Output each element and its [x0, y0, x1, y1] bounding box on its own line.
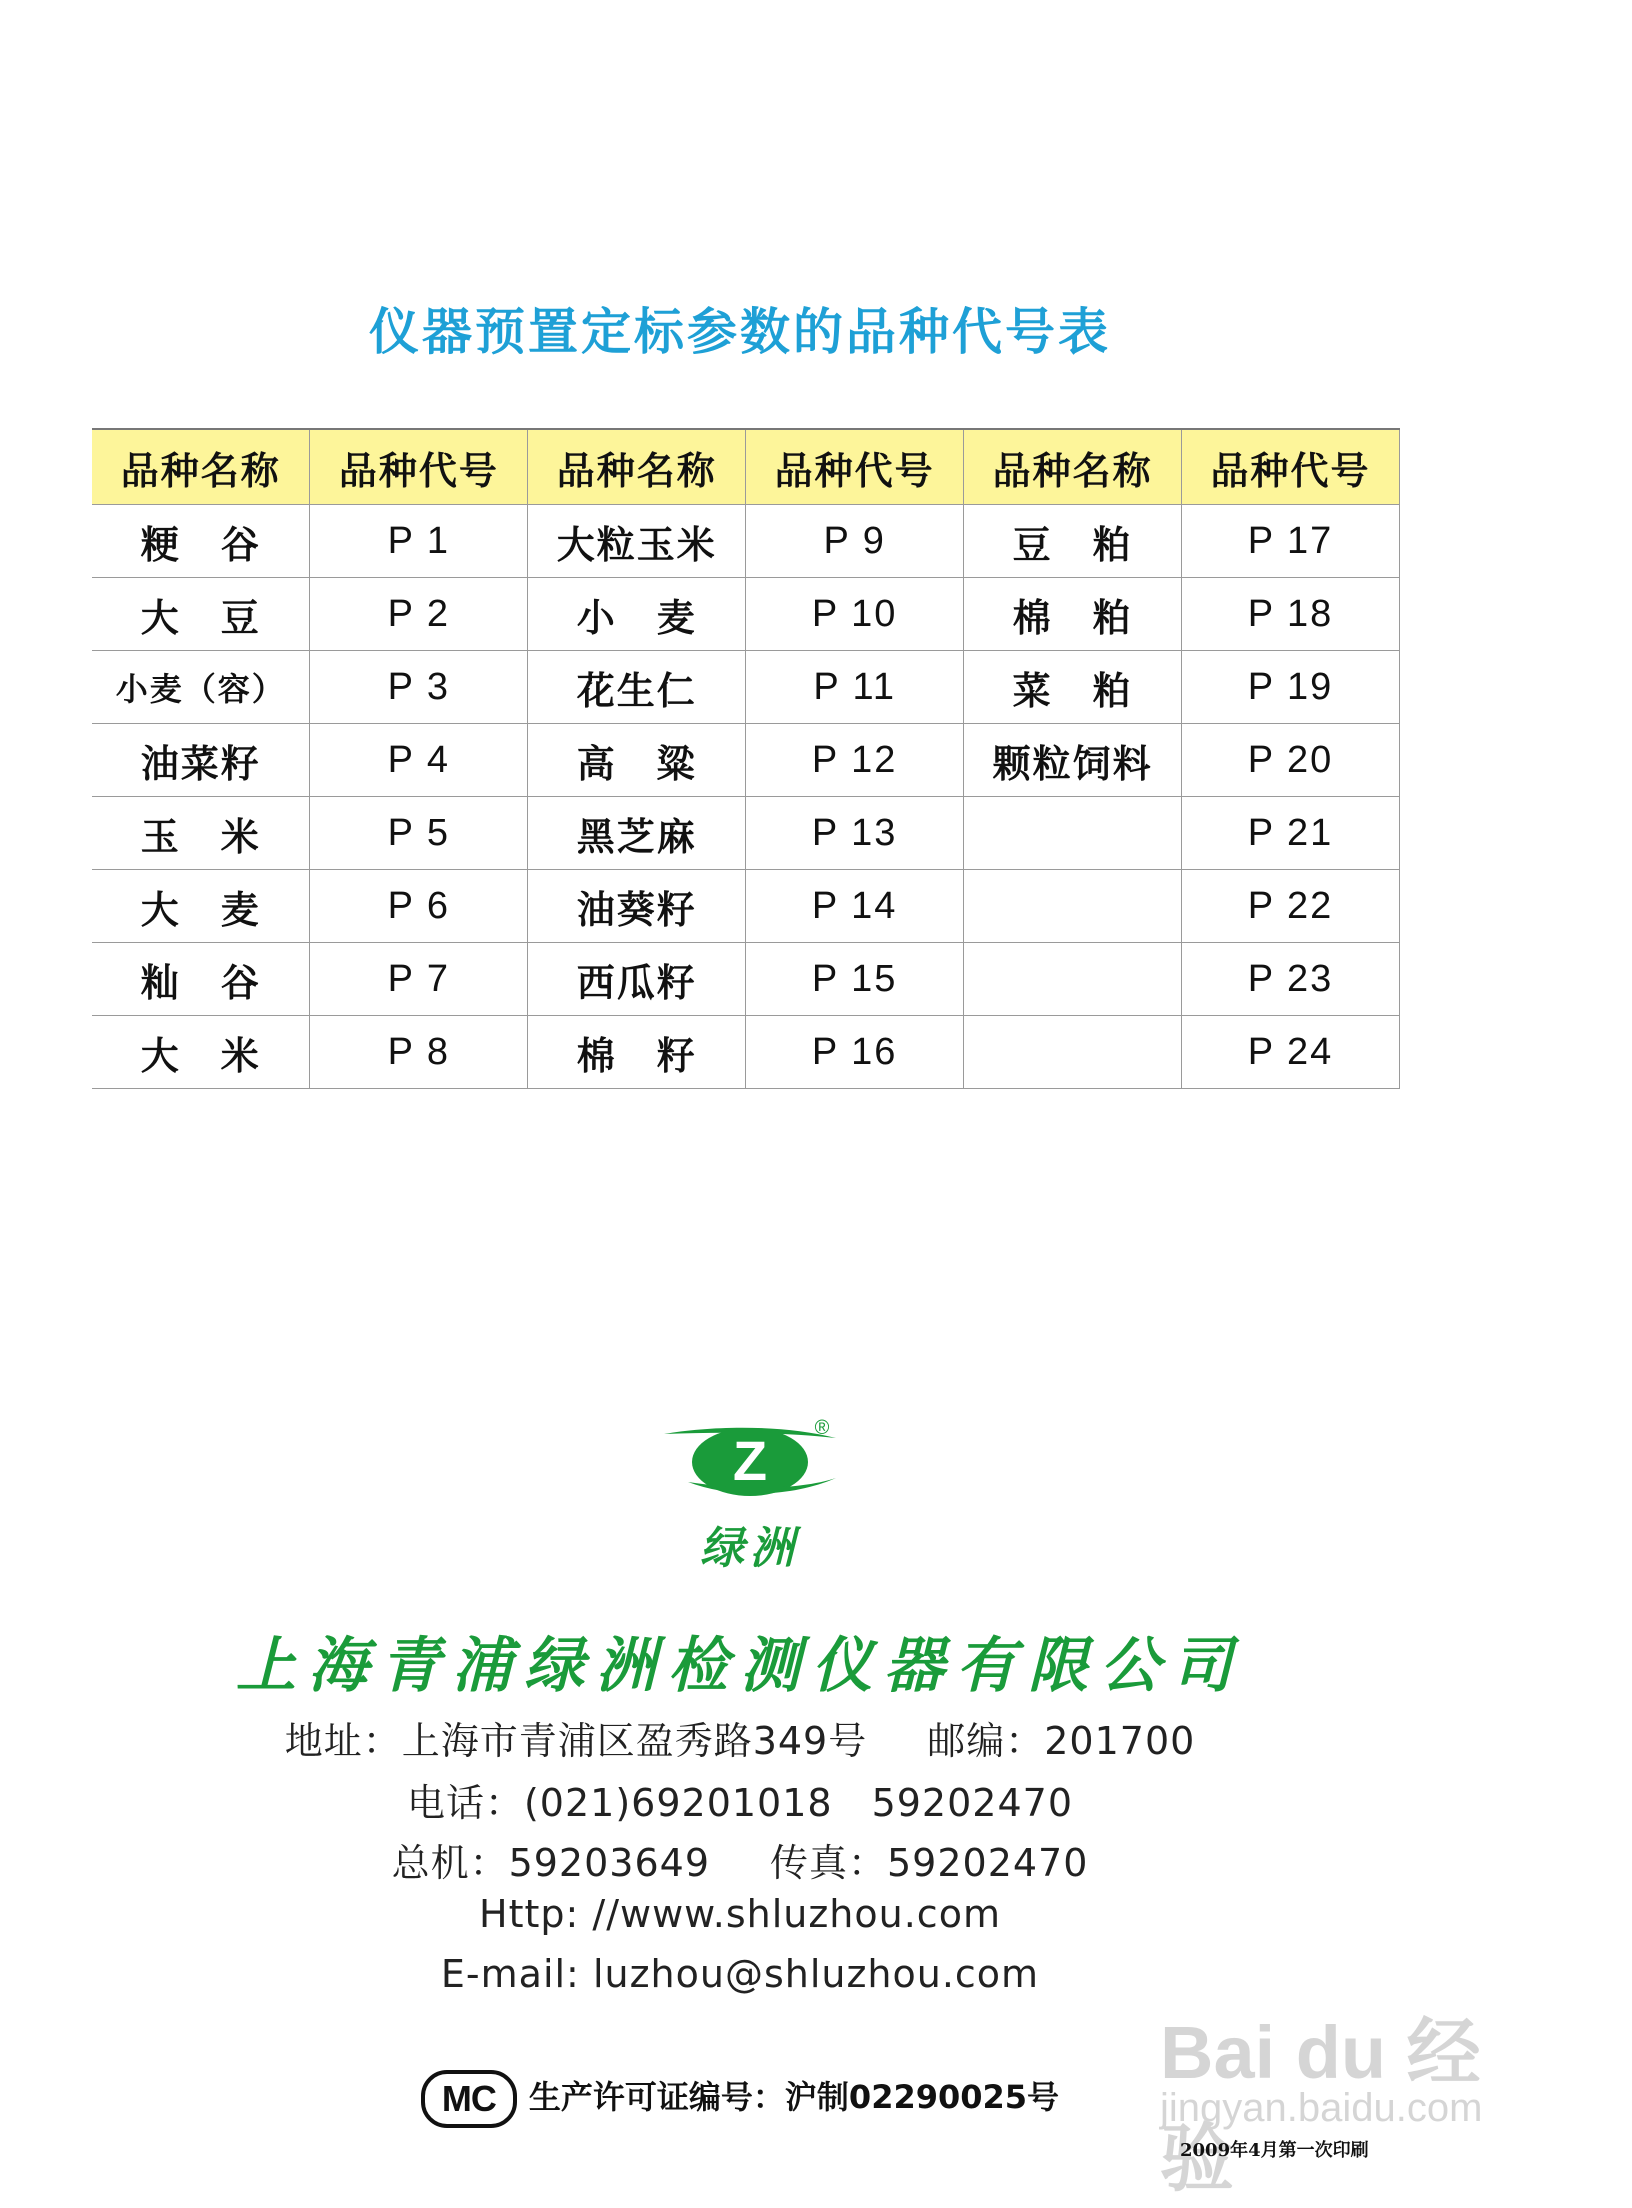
header-variety-code: 品种代号 — [310, 429, 528, 505]
company-switchboard: 总机：59203649 — [391, 1841, 710, 1885]
variety-name-cell — [964, 797, 1182, 870]
variety-name-cell: 油菜籽 — [92, 724, 310, 797]
variety-name-cell: 豆 粕 — [964, 505, 1182, 578]
variety-name-cell: 棉 籽 — [528, 1016, 746, 1089]
variety-code-cell: P 18 — [1182, 578, 1400, 651]
variety-code-cell: P 19 — [1182, 651, 1400, 724]
variety-code-cell: P 11 — [746, 651, 964, 724]
header-variety-code: 品种代号 — [1182, 429, 1400, 505]
variety-name-cell: 西瓜籽 — [528, 943, 746, 1016]
variety-name-cell: 菜 粕 — [964, 651, 1182, 724]
header-variety-code: 品种代号 — [746, 429, 964, 505]
variety-code-cell: P 14 — [746, 870, 964, 943]
variety-name-cell: 大 麦 — [92, 870, 310, 943]
table-row — [92, 943, 1400, 1016]
company-email: E-mail: luzhou@shluzhou.com — [440, 1952, 1040, 1996]
variety-code-cell: P 21 — [1182, 797, 1400, 870]
variety-code-cell: P 22 — [1182, 870, 1400, 943]
table-row — [92, 1016, 1400, 1089]
variety-code-cell: P 6 — [310, 870, 528, 943]
variety-code-cell: P 20 — [1182, 724, 1400, 797]
variety-code-cell: P 5 — [310, 797, 528, 870]
table-row — [92, 505, 1400, 578]
table-row — [92, 651, 1400, 724]
variety-name-cell: 高 粱 — [528, 724, 746, 797]
variety-code-cell: P 4 — [310, 724, 528, 797]
table-row — [92, 578, 1400, 651]
variety-name-cell: 颗粒饲料 — [964, 724, 1182, 797]
variety-code-cell: P 12 — [746, 724, 964, 797]
variety-name-cell: 大粒玉米 — [528, 505, 746, 578]
header-variety-name: 品种名称 — [964, 429, 1182, 505]
variety-name-cell: 玉 米 — [92, 797, 310, 870]
table-header-row — [92, 429, 1400, 505]
variety-code-cell: P 3 — [310, 651, 528, 724]
variety-name-cell: 大 米 — [92, 1016, 310, 1089]
variety-name-cell: 花生仁 — [528, 651, 746, 724]
variety-code-cell: P 9 — [746, 505, 964, 578]
address-line — [0, 1710, 1480, 1765]
variety-name-cell: 籼 谷 — [92, 943, 310, 1016]
header-variety-name: 品种名称 — [92, 429, 310, 505]
switchboard-fax-line — [0, 1832, 1480, 1887]
variety-code-cell: P 23 — [1182, 943, 1400, 1016]
svg-text:Z: Z — [732, 1429, 768, 1492]
variety-name-cell: 大 豆 — [92, 578, 310, 651]
company-website: Http: //www.shluzhou.com — [479, 1892, 1001, 1936]
watermark-main-text: Bai du 经验 — [1160, 2011, 1481, 2200]
variety-code-cell: P 13 — [746, 797, 964, 870]
variety-code-cell: P 10 — [746, 578, 964, 651]
variety-code-cell: P 7 — [310, 943, 528, 1016]
company-phone: 电话：(021)69201018 59202470 — [406, 1781, 1073, 1825]
company-postcode: 邮编：201700 — [927, 1719, 1196, 1763]
variety-code-cell: P 1 — [310, 505, 528, 578]
variety-name-cell: 棉 粕 — [964, 578, 1182, 651]
mc-license-badge: MC — [421, 2070, 517, 2128]
variety-name-cell: 油葵籽 — [528, 870, 746, 943]
watermark-sub-text: jingyan.baidu.com — [1160, 2086, 1483, 2130]
logo-brand-name: 绿洲 — [700, 1523, 800, 1574]
company-fax: 传真：59202470 — [770, 1841, 1089, 1885]
print-date: 2009年4月第一次印刷 — [1180, 2140, 1369, 2161]
variety-name-cell: 黑芝麻 — [528, 797, 746, 870]
variety-code-cell: P 8 — [310, 1016, 528, 1089]
variety-code-cell: P 17 — [1182, 505, 1400, 578]
variety-code-table — [92, 428, 1400, 1089]
variety-code-cell: P 16 — [746, 1016, 964, 1089]
company-address: 地址：上海市青浦区盈秀路349号 — [284, 1719, 868, 1763]
page-title: 仪器预置定标参数的品种代号表 — [369, 303, 1111, 361]
variety-name-cell: 粳 谷 — [92, 505, 310, 578]
variety-name-cell: 小 麦 — [528, 578, 746, 651]
svg-text:®: ® — [814, 1417, 830, 1439]
company-name: 上海青浦绿洲检测仪器有限公司 — [236, 1631, 1244, 1701]
variety-code-cell: P 15 — [746, 943, 964, 1016]
variety-code-cell: P 2 — [310, 578, 528, 651]
variety-name-cell — [964, 1016, 1182, 1089]
table-row — [92, 797, 1400, 870]
license-number: 生产许可证编号：沪制02290025号 — [528, 2078, 1060, 2116]
table-row — [92, 724, 1400, 797]
table-row — [92, 870, 1400, 943]
variety-name-cell — [964, 870, 1182, 943]
variety-name-cell — [964, 943, 1182, 1016]
header-variety-name: 品种名称 — [528, 429, 746, 505]
variety-code-cell: P 24 — [1182, 1016, 1400, 1089]
variety-name-cell: 小麦（容） — [92, 651, 310, 724]
